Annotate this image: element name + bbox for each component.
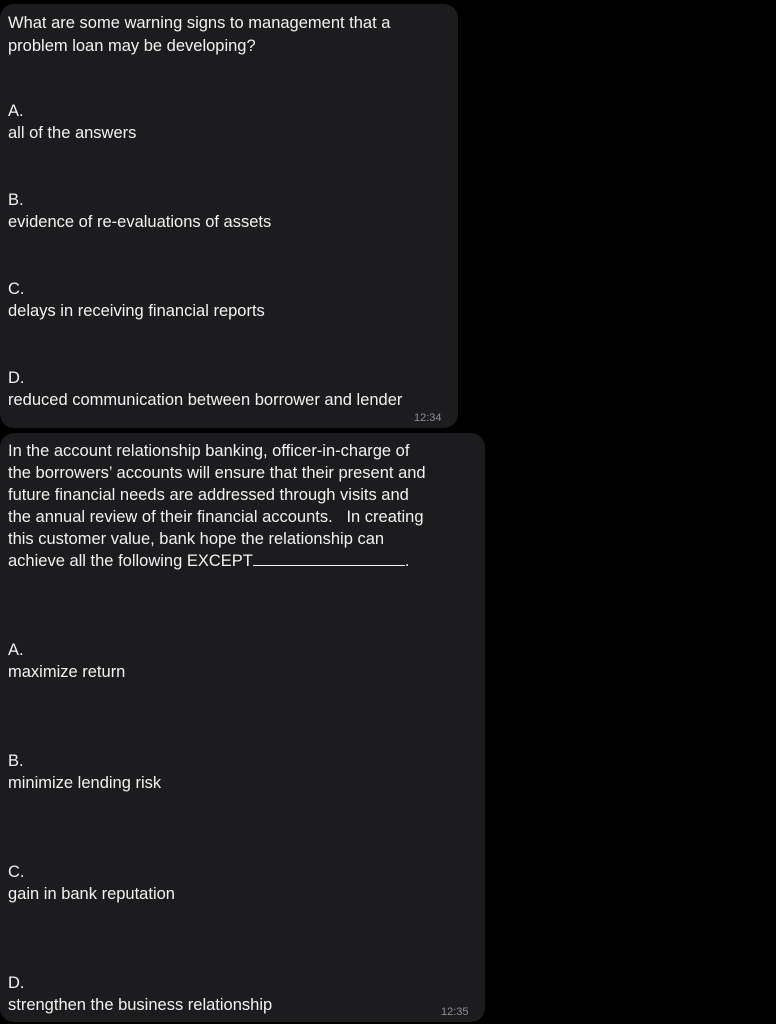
question-line: achieve all the following EXCEPT: [8, 552, 253, 570]
question-line-with-blank: [8, 550, 409, 572]
question-line: future financial needs are addressed through visits and: [8, 486, 409, 504]
option-letter: A.: [8, 641, 24, 659]
option-letter: D.: [8, 369, 25, 387]
option-text: delays in receiving financial reports: [8, 302, 265, 320]
option-letter: B.: [8, 752, 24, 770]
answer-blank: [253, 551, 405, 566]
option-text: maximize return: [8, 663, 126, 681]
question-line: this customer value, bank hope the relationship can: [8, 530, 385, 548]
question-line: the annual review of their financial accounts. In creating: [8, 508, 424, 526]
option-text: evidence of re-evaluations of assets: [8, 213, 272, 231]
option-text: all of the answers: [8, 124, 137, 142]
message-bubble[interactable]: [0, 433, 485, 1022]
blank-suffix: .: [404, 552, 410, 570]
question-line: In the account relationship banking, officer-in-charge of: [8, 442, 410, 460]
option-text: gain in bank reputation: [8, 885, 175, 903]
question-line: the borrowers’ accounts will ensure that their present and: [8, 464, 426, 482]
option-text: reduced communication between borrower and lender: [8, 391, 403, 409]
option-letter: A.: [8, 102, 24, 120]
option-text: minimize lending risk: [8, 774, 162, 792]
message-timestamp: 12:35: [441, 1006, 469, 1018]
message-timestamp: 12:34: [414, 412, 442, 424]
option-letter: B.: [8, 191, 24, 209]
option-letter: C.: [8, 863, 25, 881]
question-line: problem loan may be developing?: [8, 37, 256, 55]
option-text: strengthen the business relationship: [8, 996, 273, 1014]
message-bubble[interactable]: [0, 4, 458, 428]
question-line: What are some warning signs to management that a: [8, 14, 391, 32]
option-letter: D.: [8, 974, 25, 992]
option-letter: C.: [8, 280, 25, 298]
